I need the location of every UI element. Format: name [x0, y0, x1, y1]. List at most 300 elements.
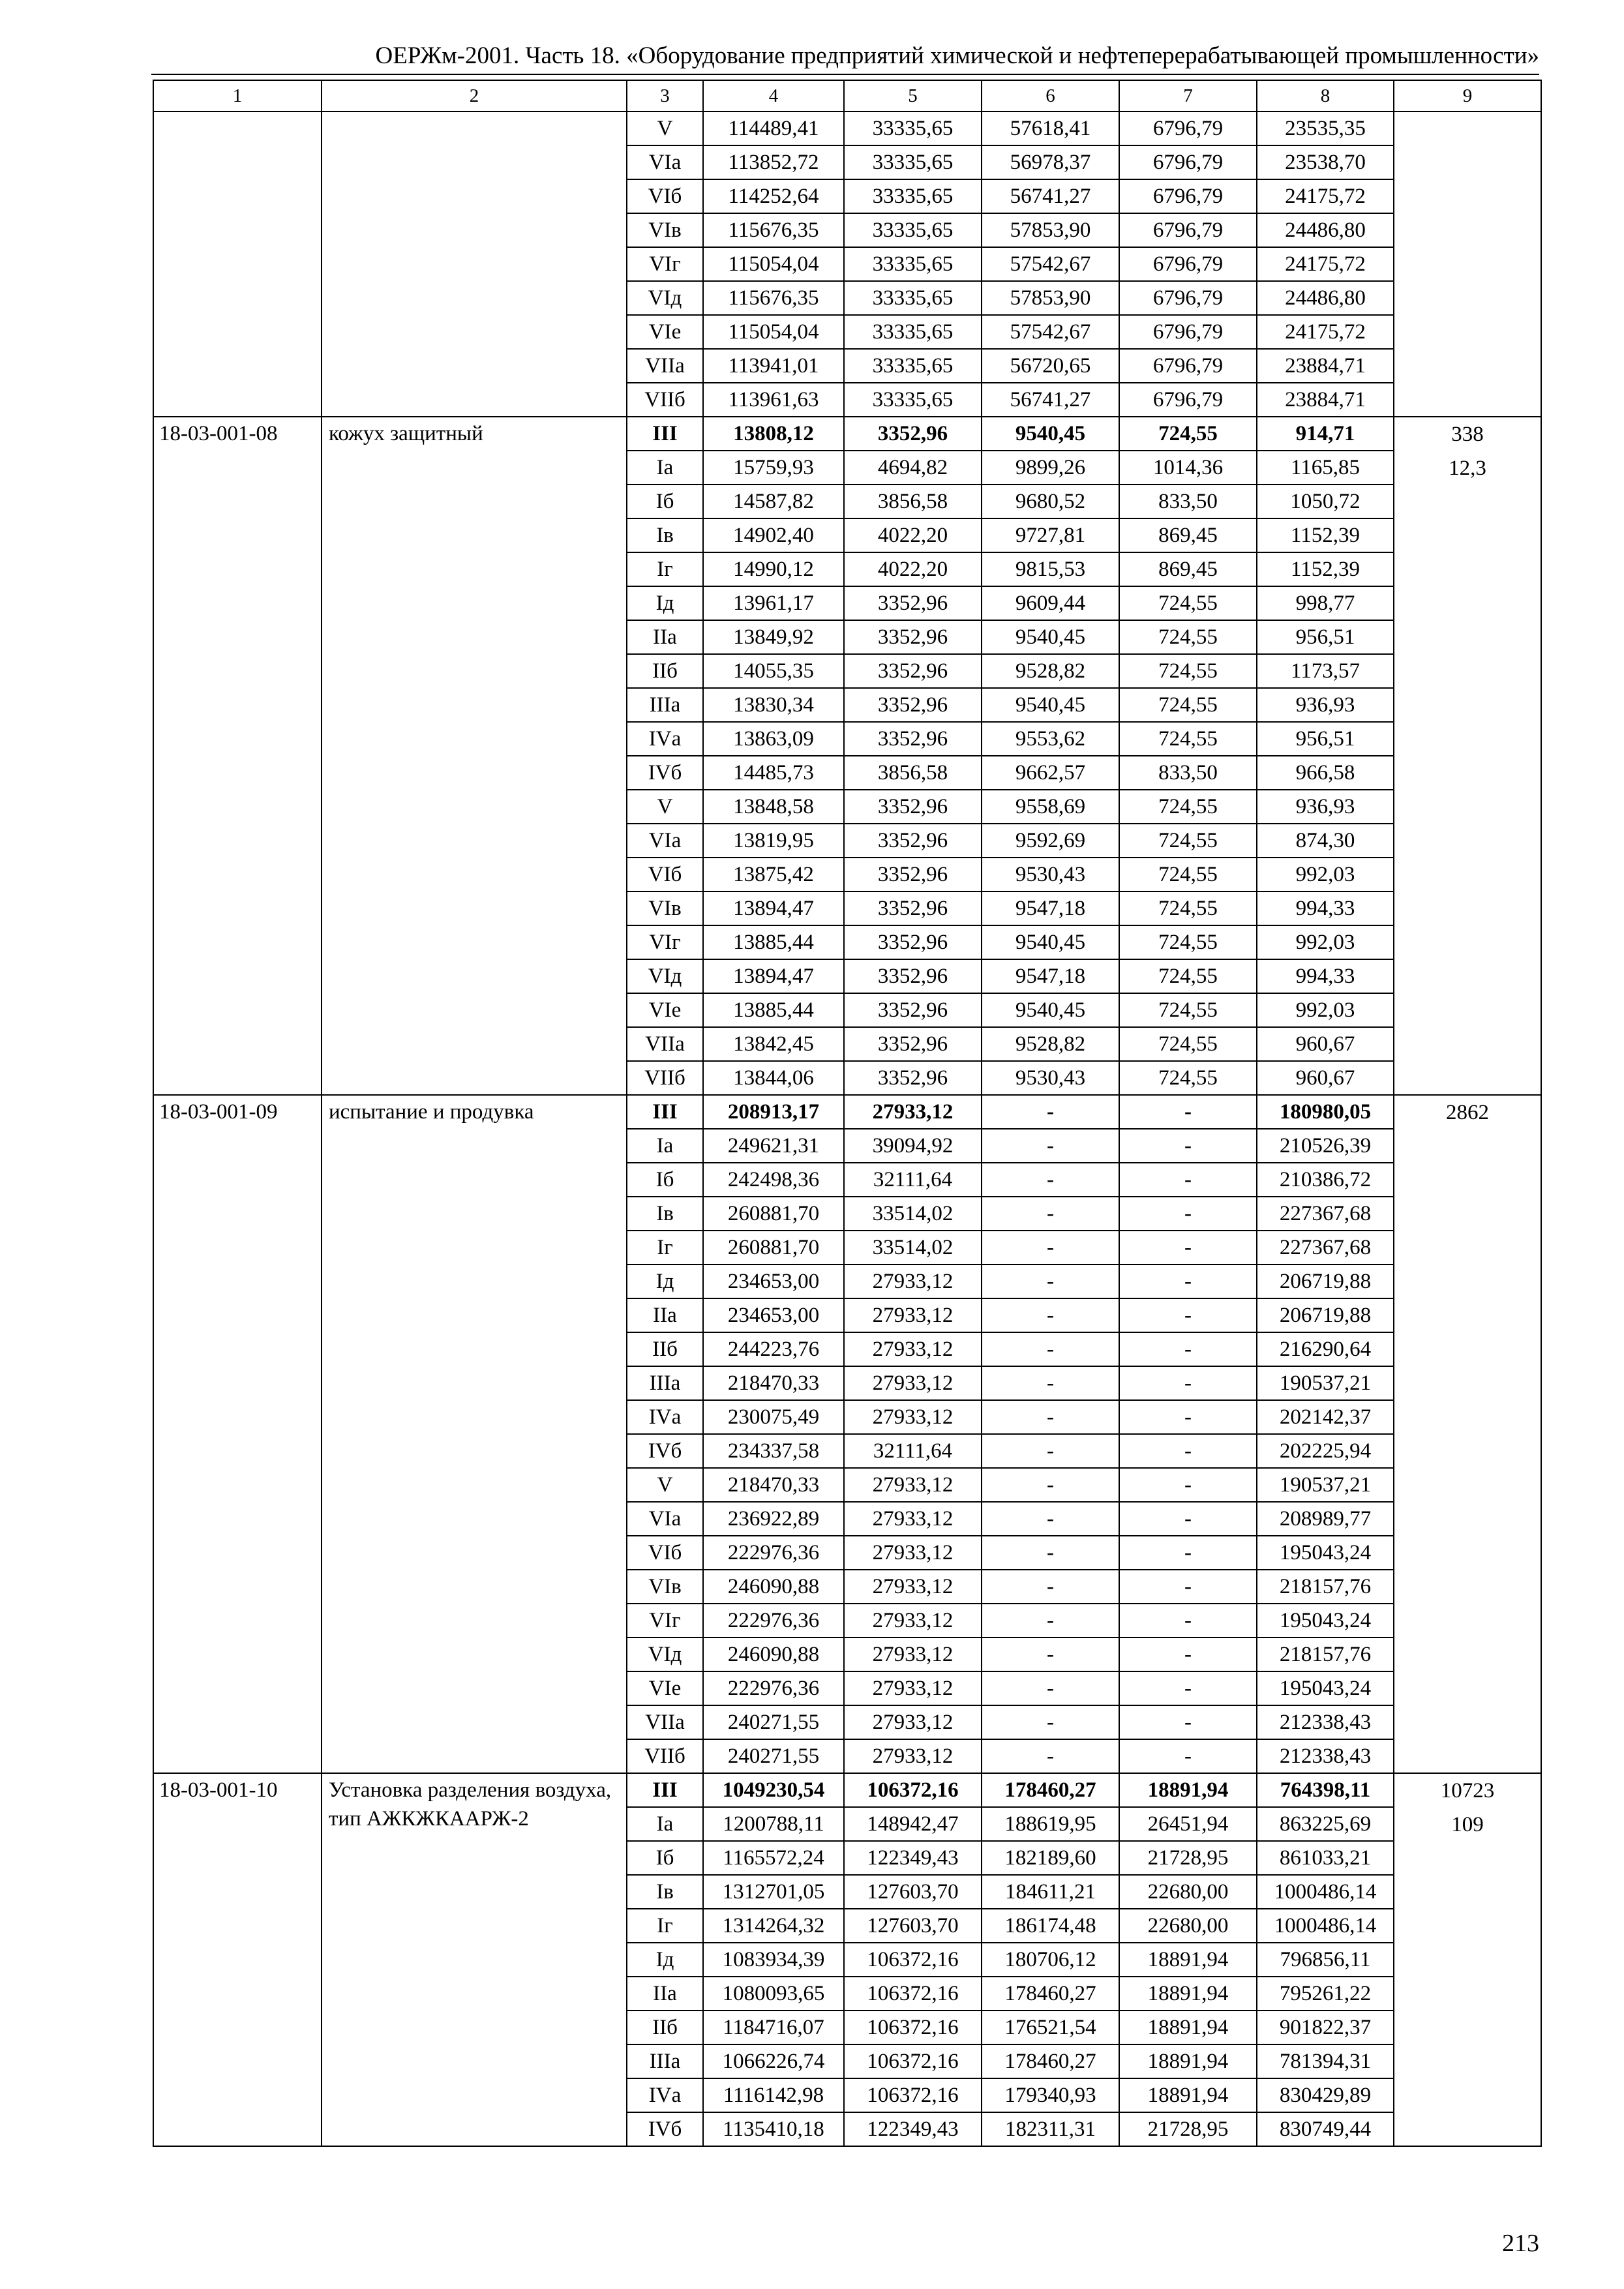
price-value: 724,55	[1119, 620, 1257, 654]
region-zone: VIIб	[627, 383, 703, 417]
price-value: 210526,39	[1257, 1129, 1394, 1163]
price-value: 57542,67	[982, 315, 1119, 349]
price-value: 724,55	[1119, 417, 1257, 451]
region-zone: Iд	[627, 586, 703, 620]
price-value: 9530,43	[982, 858, 1119, 891]
region-zone: VIIа	[627, 1705, 703, 1739]
price-value: 833,50	[1119, 485, 1257, 518]
price-value: 724,55	[1119, 1061, 1257, 1095]
price-value: 13894,47	[703, 891, 844, 925]
price-value: 9727,81	[982, 518, 1119, 552]
price-value: 24486,80	[1257, 281, 1394, 315]
price-value: 830749,44	[1257, 2112, 1394, 2146]
labor-cost-value: 338	[1451, 423, 1484, 446]
region-zone: IVб	[627, 2112, 703, 2146]
region-zone: VIв	[627, 891, 703, 925]
price-value: 33335,65	[844, 383, 982, 417]
column-number: 8	[1257, 80, 1394, 112]
price-value: 234653,00	[703, 1264, 844, 1298]
price-value: 178460,27	[982, 1977, 1119, 2011]
price-value: 9540,45	[982, 993, 1119, 1027]
price-value: 27933,12	[844, 1604, 982, 1638]
labor-cost-value: 109	[1451, 1813, 1484, 1836]
rate-code: 18-03-001-10	[153, 1773, 322, 2146]
price-value: 724,55	[1119, 824, 1257, 858]
price-value: -	[982, 1705, 1119, 1739]
price-value: -	[1119, 1366, 1257, 1400]
region-zone: Iа	[627, 1129, 703, 1163]
price-value: 1000486,14	[1257, 1875, 1394, 1909]
price-value: 6796,79	[1119, 281, 1257, 315]
price-value: 869,45	[1119, 552, 1257, 586]
price-value: -	[982, 1671, 1119, 1705]
price-value: 206719,88	[1257, 1264, 1394, 1298]
price-value: 18891,94	[1119, 2011, 1257, 2044]
price-value: 27933,12	[844, 1095, 982, 1129]
price-value: 122349,43	[844, 1841, 982, 1875]
price-value: 3352,96	[844, 858, 982, 891]
price-value: 22680,00	[1119, 1909, 1257, 1943]
price-value: 212338,43	[1257, 1705, 1394, 1739]
price-value: 1200788,11	[703, 1807, 844, 1841]
price-value: 15759,93	[703, 451, 844, 485]
price-value: 992,03	[1257, 858, 1394, 891]
region-zone: V	[627, 1468, 703, 1502]
price-value: 222976,36	[703, 1604, 844, 1638]
price-value: 6796,79	[1119, 179, 1257, 213]
price-value: 212338,43	[1257, 1739, 1394, 1773]
price-value: 27933,12	[844, 1366, 982, 1400]
price-value: 9592,69	[982, 824, 1119, 858]
price-value: 33335,65	[844, 315, 982, 349]
price-value: 27933,12	[844, 1502, 982, 1536]
price-value: 3352,96	[844, 925, 982, 959]
region-zone: Iг	[627, 1909, 703, 1943]
price-value: 992,03	[1257, 925, 1394, 959]
price-value: 992,03	[1257, 993, 1394, 1027]
price-value: 3352,96	[844, 959, 982, 993]
work-name: кожух защитный	[322, 417, 627, 1095]
price-value: 127603,70	[844, 1909, 982, 1943]
column-number-row	[153, 80, 1541, 112]
price-value: -	[982, 1163, 1119, 1197]
region-zone: Iв	[627, 1197, 703, 1231]
price-value: 9547,18	[982, 891, 1119, 925]
header-rule	[151, 74, 1539, 75]
price-value: -	[1119, 1502, 1257, 1536]
price-value: 32111,64	[844, 1163, 982, 1197]
region-zone: VIг	[627, 247, 703, 281]
price-value: 861033,21	[1257, 1841, 1394, 1875]
price-value: 113852,72	[703, 145, 844, 179]
region-zone: VIд	[627, 1638, 703, 1671]
region-zone: VIд	[627, 959, 703, 993]
region-zone: VIIа	[627, 1027, 703, 1061]
price-value: 3352,96	[844, 993, 982, 1027]
work-name: испытание и продувка	[322, 1095, 627, 1773]
region-zone: VIIб	[627, 1061, 703, 1095]
price-value: 113941,01	[703, 349, 844, 383]
region-zone: VIIа	[627, 349, 703, 383]
price-value: 13819,95	[703, 824, 844, 858]
table-row	[153, 112, 1541, 145]
price-value: 249621,31	[703, 1129, 844, 1163]
price-value: -	[1119, 1163, 1257, 1197]
price-table	[153, 80, 1542, 2147]
price-value: 179340,93	[982, 2078, 1119, 2112]
price-value: 180706,12	[982, 1943, 1119, 1977]
price-value: -	[982, 1739, 1119, 1773]
price-value: 21728,95	[1119, 2112, 1257, 2146]
price-value: 9553,62	[982, 722, 1119, 756]
price-value: -	[1119, 1468, 1257, 1502]
labor-cost-cell	[1394, 417, 1541, 1095]
price-value: 218157,76	[1257, 1570, 1394, 1604]
price-value: 178460,27	[982, 1773, 1119, 1807]
price-value: -	[1119, 1298, 1257, 1332]
price-value: 202225,94	[1257, 1434, 1394, 1468]
rate-code	[153, 112, 322, 417]
price-value: 874,30	[1257, 824, 1394, 858]
price-value: 724,55	[1119, 654, 1257, 688]
price-value: -	[1119, 1231, 1257, 1264]
work-name: Установка разделения воздуха, тип АЖКЖКААРЖ-2	[322, 1773, 627, 2146]
price-value: 227367,68	[1257, 1231, 1394, 1264]
region-zone: IIа	[627, 1977, 703, 2011]
price-value: 3352,96	[844, 1061, 982, 1095]
price-value: 14587,82	[703, 485, 844, 518]
price-value: 960,67	[1257, 1027, 1394, 1061]
price-value: 236922,89	[703, 1502, 844, 1536]
price-value: -	[982, 1197, 1119, 1231]
price-value: 27933,12	[844, 1298, 982, 1332]
price-value: 57618,41	[982, 112, 1119, 145]
price-value: 9558,69	[982, 790, 1119, 824]
price-value: 57853,90	[982, 281, 1119, 315]
price-value: 106372,16	[844, 2078, 982, 2112]
price-value: 966,58	[1257, 756, 1394, 790]
price-value: 27933,12	[844, 1468, 982, 1502]
table-row	[153, 1773, 1541, 1807]
price-value: 24486,80	[1257, 213, 1394, 247]
price-value: 33335,65	[844, 281, 982, 315]
price-value: 1312701,05	[703, 1875, 844, 1909]
price-value: 234653,00	[703, 1298, 844, 1332]
price-table-body	[153, 80, 1541, 2146]
price-value: 18891,94	[1119, 1977, 1257, 2011]
price-value: 901822,37	[1257, 2011, 1394, 2044]
price-value: 57542,67	[982, 247, 1119, 281]
price-value: 1173,57	[1257, 654, 1394, 688]
price-value: -	[1119, 1739, 1257, 1773]
column-number: 9	[1394, 80, 1541, 112]
price-value: -	[982, 1502, 1119, 1536]
price-value: 3352,96	[844, 824, 982, 858]
price-value: 936,93	[1257, 790, 1394, 824]
price-value: 57853,90	[982, 213, 1119, 247]
region-zone: VIд	[627, 281, 703, 315]
price-value: 724,55	[1119, 1027, 1257, 1061]
price-value: 21728,95	[1119, 1841, 1257, 1875]
table-row	[153, 417, 1541, 451]
price-value: 6796,79	[1119, 383, 1257, 417]
price-value: 260881,70	[703, 1231, 844, 1264]
price-value: -	[1119, 1570, 1257, 1604]
price-value: 218470,33	[703, 1366, 844, 1400]
labor-cost-cell	[1394, 1095, 1541, 1773]
column-number: 6	[982, 80, 1119, 112]
page-header: ОЕРЖм-2001. Часть 18. «Оборудование предприятий химической и нефтеперерабатывающей промышленности»	[375, 42, 1539, 69]
price-value: 13844,06	[703, 1061, 844, 1095]
price-value: 148942,47	[844, 1807, 982, 1841]
price-value: 18891,94	[1119, 1943, 1257, 1977]
price-value: 13885,44	[703, 993, 844, 1027]
price-value: 795261,22	[1257, 1977, 1394, 2011]
price-value: 27933,12	[844, 1671, 982, 1705]
price-value: 23884,71	[1257, 383, 1394, 417]
price-value: 27933,12	[844, 1705, 982, 1739]
price-value: 796856,11	[1257, 1943, 1394, 1977]
price-value: 6796,79	[1119, 213, 1257, 247]
price-value: 18891,94	[1119, 1773, 1257, 1807]
price-value: -	[1119, 1638, 1257, 1671]
price-value: 23538,70	[1257, 145, 1394, 179]
price-value: 1184716,07	[703, 2011, 844, 2044]
price-value: 195043,24	[1257, 1671, 1394, 1705]
price-value: -	[1119, 1197, 1257, 1231]
price-value: 13842,45	[703, 1027, 844, 1061]
price-value: -	[982, 1095, 1119, 1129]
price-value: -	[1119, 1604, 1257, 1638]
price-value: 1116142,98	[703, 2078, 844, 2112]
price-value: 914,71	[1257, 417, 1394, 451]
price-value: 27933,12	[844, 1570, 982, 1604]
price-value: 27933,12	[844, 1264, 982, 1298]
price-value: 863225,69	[1257, 1807, 1394, 1841]
price-value: 9815,53	[982, 552, 1119, 586]
region-zone: Iб	[627, 485, 703, 518]
price-value: 24175,72	[1257, 179, 1394, 213]
region-zone: IVа	[627, 722, 703, 756]
price-value: 994,33	[1257, 959, 1394, 993]
price-value: 234337,58	[703, 1434, 844, 1468]
region-zone: VIе	[627, 993, 703, 1027]
price-value: 244223,76	[703, 1332, 844, 1366]
price-value: -	[1119, 1705, 1257, 1739]
price-value: -	[982, 1231, 1119, 1264]
price-value: 3352,96	[844, 891, 982, 925]
price-value: 764398,11	[1257, 1773, 1394, 1807]
price-value: 27933,12	[844, 1536, 982, 1570]
price-value: 33514,02	[844, 1197, 982, 1231]
price-value: 13875,42	[703, 858, 844, 891]
price-value: 3352,96	[844, 688, 982, 722]
price-value: 1066226,74	[703, 2044, 844, 2078]
price-value: 3352,96	[844, 1027, 982, 1061]
price-value: 1152,39	[1257, 552, 1394, 586]
price-value: -	[1119, 1400, 1257, 1434]
price-value: 218157,76	[1257, 1638, 1394, 1671]
price-value: 33335,65	[844, 247, 982, 281]
price-value: 9680,52	[982, 485, 1119, 518]
price-value: 6796,79	[1119, 145, 1257, 179]
price-value: 956,51	[1257, 722, 1394, 756]
price-value: 1165572,24	[703, 1841, 844, 1875]
price-value: 6796,79	[1119, 247, 1257, 281]
price-value: 14055,35	[703, 654, 844, 688]
region-zone: IIIа	[627, 1366, 703, 1400]
price-value: 24175,72	[1257, 315, 1394, 349]
price-value: 6796,79	[1119, 315, 1257, 349]
price-value: -	[1119, 1671, 1257, 1705]
region-zone: VIе	[627, 1671, 703, 1705]
region-zone: VIа	[627, 824, 703, 858]
region-zone: III	[627, 1095, 703, 1129]
region-zone: VIб	[627, 1536, 703, 1570]
price-value: 208913,17	[703, 1095, 844, 1129]
price-value: 246090,88	[703, 1638, 844, 1671]
price-value: 222976,36	[703, 1671, 844, 1705]
region-zone: Iб	[627, 1841, 703, 1875]
price-value: 106372,16	[844, 2011, 982, 2044]
price-value: 246090,88	[703, 1570, 844, 1604]
region-zone: IIа	[627, 1298, 703, 1332]
price-value: 56741,27	[982, 383, 1119, 417]
price-value: 9528,82	[982, 1027, 1119, 1061]
rate-code: 18-03-001-08	[153, 417, 322, 1095]
price-value: 1165,85	[1257, 451, 1394, 485]
price-value: 27933,12	[844, 1739, 982, 1773]
price-value: 936,93	[1257, 688, 1394, 722]
price-value: 115676,35	[703, 281, 844, 315]
region-zone: Iд	[627, 1943, 703, 1977]
labor-cost-cell	[1394, 112, 1541, 417]
column-number: 3	[627, 80, 703, 112]
region-zone: VIа	[627, 1502, 703, 1536]
price-value: 182189,60	[982, 1841, 1119, 1875]
price-value: -	[982, 1468, 1119, 1502]
region-zone: Iв	[627, 1875, 703, 1909]
price-value: 960,67	[1257, 1061, 1394, 1095]
price-value: -	[982, 1298, 1119, 1332]
price-value: 9662,57	[982, 756, 1119, 790]
price-value: 13849,92	[703, 620, 844, 654]
region-zone: VIв	[627, 1570, 703, 1604]
region-zone: VIIб	[627, 1739, 703, 1773]
price-value: 22680,00	[1119, 1875, 1257, 1909]
price-value: 1050,72	[1257, 485, 1394, 518]
price-value: 113961,63	[703, 383, 844, 417]
price-value: -	[982, 1434, 1119, 1468]
price-value: 195043,24	[1257, 1604, 1394, 1638]
price-value: 994,33	[1257, 891, 1394, 925]
region-zone: Iг	[627, 552, 703, 586]
price-value: 56741,27	[982, 179, 1119, 213]
price-value: 724,55	[1119, 722, 1257, 756]
price-value: 1014,36	[1119, 451, 1257, 485]
price-value: 9540,45	[982, 620, 1119, 654]
price-value: 9530,43	[982, 1061, 1119, 1095]
price-value: -	[982, 1366, 1119, 1400]
labor-cost-cell	[1394, 1773, 1541, 2146]
price-value: 14902,40	[703, 518, 844, 552]
region-zone: Iв	[627, 518, 703, 552]
price-value: -	[982, 1536, 1119, 1570]
region-zone: VIб	[627, 179, 703, 213]
region-zone: V	[627, 112, 703, 145]
price-value: -	[982, 1638, 1119, 1671]
price-value: 6796,79	[1119, 349, 1257, 383]
price-value: -	[1119, 1536, 1257, 1570]
price-value: 3352,96	[844, 417, 982, 451]
region-zone: V	[627, 790, 703, 824]
region-zone: VIа	[627, 145, 703, 179]
region-zone: Iг	[627, 1231, 703, 1264]
price-value: 4022,20	[844, 552, 982, 586]
price-value: -	[1119, 1434, 1257, 1468]
region-zone: III	[627, 417, 703, 451]
price-value: 210386,72	[1257, 1163, 1394, 1197]
price-value: 998,77	[1257, 586, 1394, 620]
price-value: 115054,04	[703, 315, 844, 349]
column-number: 7	[1119, 80, 1257, 112]
price-value: -	[1119, 1095, 1257, 1129]
price-value: 3856,58	[844, 756, 982, 790]
column-number: 2	[322, 80, 627, 112]
price-value: 3352,96	[844, 654, 982, 688]
price-value: 32111,64	[844, 1434, 982, 1468]
region-zone: VIв	[627, 213, 703, 247]
price-value: 1049230,54	[703, 1773, 844, 1807]
price-value: -	[982, 1604, 1119, 1638]
price-value: 1000486,14	[1257, 1909, 1394, 1943]
price-value: 18891,94	[1119, 2078, 1257, 2112]
price-value: 106372,16	[844, 2044, 982, 2078]
price-value: 3352,96	[844, 620, 982, 654]
price-value: 13830,34	[703, 688, 844, 722]
rate-code: 18-03-001-09	[153, 1095, 322, 1773]
price-value: 115676,35	[703, 213, 844, 247]
price-value: 182311,31	[982, 2112, 1119, 2146]
price-value: 180980,05	[1257, 1095, 1394, 1129]
price-value: 1152,39	[1257, 518, 1394, 552]
region-zone: VIб	[627, 858, 703, 891]
price-value: 33335,65	[844, 179, 982, 213]
price-value: 33335,65	[844, 213, 982, 247]
price-value: 724,55	[1119, 959, 1257, 993]
table-row	[153, 1095, 1541, 1129]
price-value: 206719,88	[1257, 1298, 1394, 1332]
price-value: 9899,26	[982, 451, 1119, 485]
price-value: 39094,92	[844, 1129, 982, 1163]
price-value: 13808,12	[703, 417, 844, 451]
price-value: 230075,49	[703, 1400, 844, 1434]
price-value: -	[1119, 1332, 1257, 1366]
price-value: 227367,68	[1257, 1197, 1394, 1231]
price-value: 724,55	[1119, 925, 1257, 959]
price-value: 240271,55	[703, 1705, 844, 1739]
price-value: 1135410,18	[703, 2112, 844, 2146]
labor-cost-value: 2862	[1446, 1101, 1489, 1124]
price-value: 240271,55	[703, 1739, 844, 1773]
price-value: 724,55	[1119, 586, 1257, 620]
price-value: 24175,72	[1257, 247, 1394, 281]
price-value: 242498,36	[703, 1163, 844, 1197]
price-value: -	[982, 1264, 1119, 1298]
price-value: 13848,58	[703, 790, 844, 824]
price-value: 23535,35	[1257, 112, 1394, 145]
price-value: -	[1119, 1264, 1257, 1298]
